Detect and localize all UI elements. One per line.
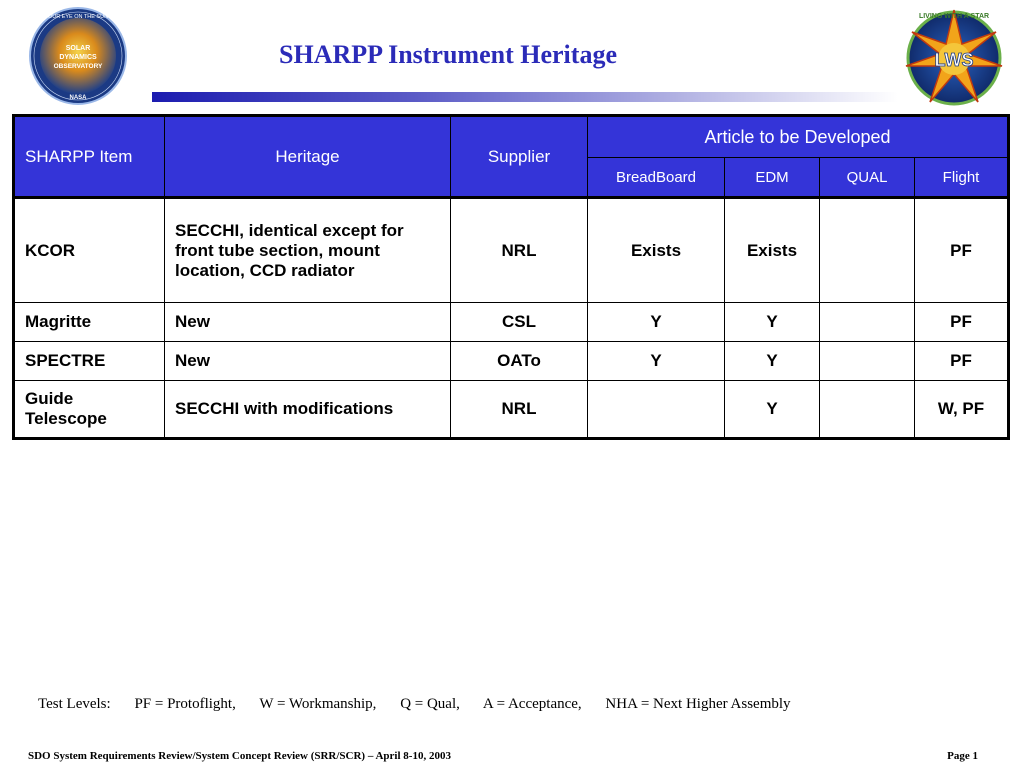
sdo-logo-top-text: OUR EYE ON THE SUN — [47, 14, 109, 20]
header-flight: Flight — [915, 158, 1009, 198]
test-levels-legend — [38, 696, 811, 713]
legend-item: W = Workmanship, — [259, 696, 377, 712]
cell-heritage: SECCHI, identical except for front tube section, mount location, CCD radiator — [165, 198, 451, 303]
legend-item: A = Acceptance, — [482, 696, 582, 712]
cell-supplier: CSL — [451, 303, 588, 342]
cell-item: SPECTRE — [14, 342, 165, 381]
cell-supplier: NRL — [451, 381, 588, 439]
cell-heritage: New — [165, 342, 451, 381]
title-gradient-bar — [152, 92, 898, 102]
sdo-logo-line1: SOLAR — [65, 45, 91, 52]
legend-item: NHA = Next Higher Assembly — [605, 696, 791, 712]
cell-edm: Y — [725, 342, 820, 381]
cell-flight: PF — [915, 198, 1009, 303]
cell-heritage: SECCHI with modifications — [165, 381, 451, 439]
cell-edm: Y — [725, 303, 820, 342]
cell-breadboard: Exists — [588, 198, 725, 303]
table-row — [14, 303, 1009, 342]
cell-breadboard — [588, 381, 725, 439]
cell-flight: PF — [915, 303, 1009, 342]
header-heritage: Heritage — [165, 116, 451, 198]
lws-logo-text: LWS — [934, 50, 974, 70]
cell-item: Guide Telescope — [14, 381, 165, 439]
cell-qual — [820, 198, 915, 303]
cell-heritage: New — [165, 303, 451, 342]
sdo-logo-line3: OBSERVATORY — [53, 63, 103, 70]
header-sharpp-item: SHARPP Item — [14, 116, 165, 198]
cell-supplier: OATo — [451, 342, 588, 381]
cell-breadboard: Y — [588, 342, 725, 381]
table-row — [14, 381, 1009, 439]
lws-logo — [898, 4, 1010, 112]
header-supplier: Supplier — [451, 116, 588, 198]
heritage-table — [12, 114, 1010, 440]
table-row — [14, 198, 1009, 303]
header-qual: QUAL — [820, 158, 915, 198]
cell-item: Magritte — [14, 303, 165, 342]
header-edm: EDM — [725, 158, 820, 198]
legend-label: Test Levels: — [38, 696, 111, 712]
legend-item: PF = Protoflight, — [134, 696, 236, 712]
legend-item: Q = Qual, — [400, 696, 460, 712]
cell-item: KCOR — [14, 198, 165, 303]
table-row — [14, 342, 1009, 381]
footer-review-info: SDO System Requirements Review/System Concept Review (SRR/SCR) – April 8-10, 2003 — [28, 750, 451, 762]
sdo-logo-bottom-text: NASA — [69, 95, 87, 101]
footer-page-number: Page 1 — [947, 750, 978, 762]
cell-supplier: NRL — [451, 198, 588, 303]
cell-edm: Exists — [725, 198, 820, 303]
cell-qual — [820, 381, 915, 439]
cell-qual — [820, 303, 915, 342]
cell-edm: Y — [725, 381, 820, 439]
header-breadboard: BreadBoard — [588, 158, 725, 198]
page-title: SHARPP Instrument Heritage — [279, 40, 617, 69]
cell-qual — [820, 342, 915, 381]
cell-breadboard: Y — [588, 303, 725, 342]
cell-flight: PF — [915, 342, 1009, 381]
header-article-group: Article to be Developed — [588, 116, 1009, 158]
sdo-logo-line2: DYNAMICS — [59, 54, 97, 61]
cell-flight: W, PF — [915, 381, 1009, 439]
lws-logo-top-text: LIVING WITH A STAR — [918, 13, 990, 20]
